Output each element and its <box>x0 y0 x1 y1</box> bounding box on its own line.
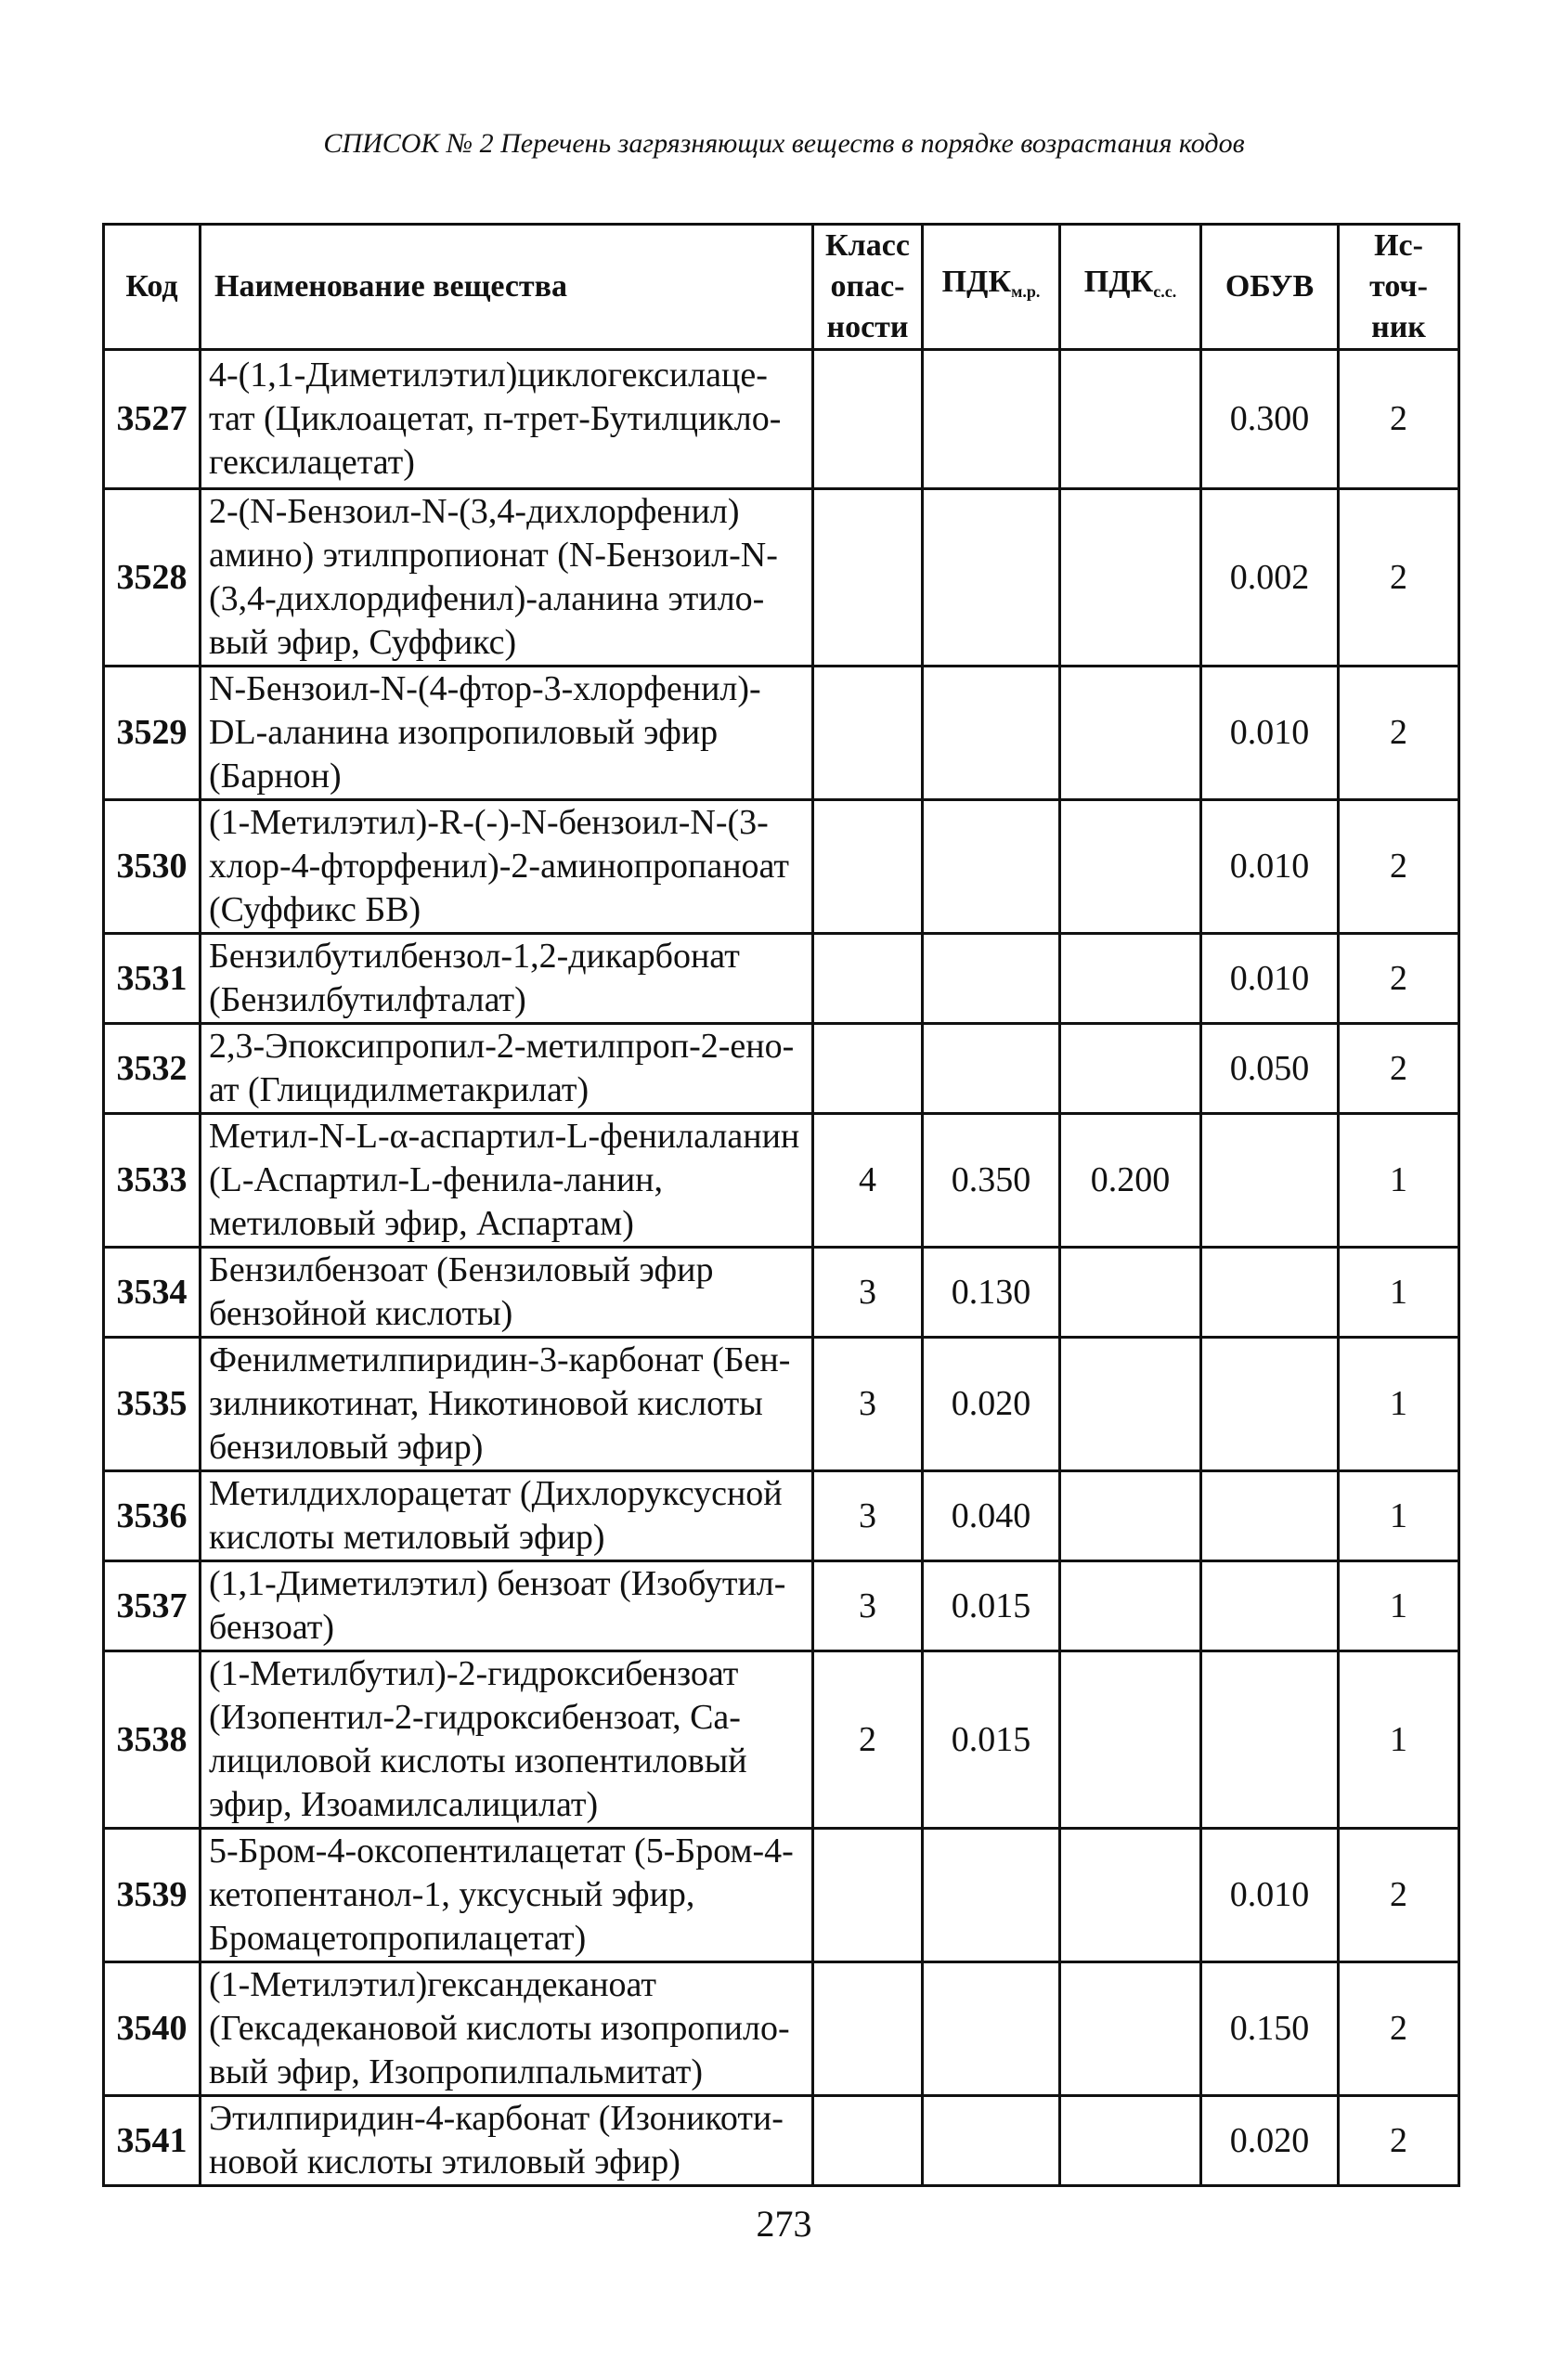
cell-code: 3530 <box>104 800 201 934</box>
cell-source: 1 <box>1339 1651 1459 1829</box>
cell-obuv <box>1201 1114 1339 1248</box>
cell-name: 2,3-Эпоксипропил-2-метилпроп-2-ено-ат (Глицидилметакрилат) <box>201 1024 813 1114</box>
cell-source: 2 <box>1339 1829 1459 1962</box>
cell-obuv: 0.020 <box>1201 2096 1339 2186</box>
table-row <box>104 1024 1459 1114</box>
cell-pdk-mr: 0.130 <box>923 1248 1060 1338</box>
cell-code: 3534 <box>104 1248 201 1338</box>
cell-name: Бензилбутилбензол-1,2-дикарбонат (Бензилбутилфталат) <box>201 934 813 1024</box>
cell-obuv: 0.010 <box>1201 934 1339 1024</box>
cell-class: 3 <box>813 1471 923 1561</box>
cell-pdk-mr: 0.020 <box>923 1338 1060 1471</box>
table-row <box>104 1471 1459 1561</box>
cell-pdk-ss <box>1060 2096 1201 2186</box>
cell-code: 3541 <box>104 2096 201 2186</box>
column-header-pdk-ss <box>1060 225 1201 350</box>
table-row <box>104 1561 1459 1651</box>
table-row <box>104 2096 1459 2186</box>
cell-source: 1 <box>1339 1561 1459 1651</box>
cell-name: N-Бензоил-N-(4-фтор-3-хлорфенил)-DL-аланина изопропиловый эфир (Барнон) <box>201 667 813 800</box>
table-row <box>104 1829 1459 1962</box>
cell-pdk-ss <box>1060 1561 1201 1651</box>
cell-obuv <box>1201 1471 1339 1561</box>
cell-class: 3 <box>813 1561 923 1651</box>
cell-pdk-ss <box>1060 350 1201 489</box>
cell-name: (1-Метилэтил)-R-(-)-N-бензоил-N-(3-хлор-4-фторфенил)-2-аминопропаноат (Суффикс БВ) <box>201 800 813 934</box>
cell-class: 2 <box>813 1651 923 1829</box>
cell-pdk-mr: 0.350 <box>923 1114 1060 1248</box>
table-row <box>104 1114 1459 1248</box>
column-header-obuv: ОБУВ <box>1201 225 1339 350</box>
cell-class <box>813 934 923 1024</box>
cell-pdk-mr <box>923 800 1060 934</box>
table-row <box>104 1338 1459 1471</box>
pdk-ss-label: ПДК <box>1083 265 1154 299</box>
cell-source: 1 <box>1339 1471 1459 1561</box>
cell-class <box>813 489 923 667</box>
table-row <box>104 1248 1459 1338</box>
column-header-class: Класс опас-ности <box>813 225 923 350</box>
cell-code: 3536 <box>104 1471 201 1561</box>
cell-name: 4-(1,1-Диметилэтил)циклогексилаце-тат (Циклоацетат, п-трет-Бутилцикло-гексилацетат) <box>201 350 813 489</box>
cell-name: Метил-N-L-α-аспартил-L-фенилаланин (L-Аспартил-L-фенила-ланин, метиловый эфир, Аспартам) <box>201 1114 813 1248</box>
cell-code: 3538 <box>104 1651 201 1829</box>
cell-obuv: 0.010 <box>1201 667 1339 800</box>
cell-pdk-mr <box>923 2096 1060 2186</box>
pdk-mr-label: ПДК <box>941 265 1012 299</box>
cell-class <box>813 800 923 934</box>
table-row <box>104 350 1459 489</box>
cell-pdk-mr <box>923 1024 1060 1114</box>
cell-pdk-ss <box>1060 800 1201 934</box>
cell-obuv <box>1201 1561 1339 1651</box>
cell-pdk-mr <box>923 489 1060 667</box>
cell-pdk-mr <box>923 667 1060 800</box>
cell-pdk-mr <box>923 1962 1060 2096</box>
substances-table <box>102 223 1460 2187</box>
cell-class: 3 <box>813 1338 923 1471</box>
cell-obuv <box>1201 1248 1339 1338</box>
cell-code: 3531 <box>104 934 201 1024</box>
cell-code: 3535 <box>104 1338 201 1471</box>
cell-name: (1-Метилэтил)гександеканоат (Гексадекановой кислоты изопропило-вый эфир, Изопропилпальмитат) <box>201 1962 813 2096</box>
table-row <box>104 667 1459 800</box>
table-row <box>104 934 1459 1024</box>
cell-obuv: 0.150 <box>1201 1962 1339 2096</box>
cell-source: 2 <box>1339 1962 1459 2096</box>
cell-pdk-mr: 0.040 <box>923 1471 1060 1561</box>
cell-source: 2 <box>1339 800 1459 934</box>
cell-pdk-ss <box>1060 1024 1201 1114</box>
cell-class <box>813 1962 923 2096</box>
cell-pdk-ss: 0.200 <box>1060 1114 1201 1248</box>
cell-code: 3527 <box>104 350 201 489</box>
cell-class <box>813 2096 923 2186</box>
cell-source: 2 <box>1339 350 1459 489</box>
table-row <box>104 800 1459 934</box>
cell-pdk-ss <box>1060 1338 1201 1471</box>
table-row <box>104 1651 1459 1829</box>
page-number: 273 <box>756 2203 812 2245</box>
cell-pdk-ss <box>1060 667 1201 800</box>
page-title: СПИСОК № 2 Перечень загрязняющих веществ в порядке возрастания кодов <box>323 128 1245 159</box>
cell-code: 3528 <box>104 489 201 667</box>
cell-pdk-ss <box>1060 934 1201 1024</box>
cell-pdk-mr <box>923 1829 1060 1962</box>
cell-obuv: 0.010 <box>1201 1829 1339 1962</box>
cell-obuv <box>1201 1651 1339 1829</box>
cell-code: 3533 <box>104 1114 201 1248</box>
cell-pdk-ss <box>1060 1962 1201 2096</box>
cell-pdk-mr: 0.015 <box>923 1651 1060 1829</box>
cell-name: (1,1-Диметилэтил) бензоат (Изобутил-бензоат) <box>201 1561 813 1651</box>
column-header-source: Ис-точ-ник <box>1339 225 1459 350</box>
cell-obuv: 0.002 <box>1201 489 1339 667</box>
cell-code: 3537 <box>104 1561 201 1651</box>
cell-class <box>813 1024 923 1114</box>
cell-obuv: 0.300 <box>1201 350 1339 489</box>
header-row <box>104 225 1459 350</box>
pdk-ss-subscript: с.с. <box>1153 282 1177 301</box>
column-header-name: Наименование вещества <box>201 225 813 350</box>
cell-class <box>813 350 923 489</box>
cell-pdk-mr <box>923 350 1060 489</box>
cell-source: 2 <box>1339 489 1459 667</box>
cell-name: Метилдихлорацетат (Дихлоруксусной кислоты метиловый эфир) <box>201 1471 813 1561</box>
cell-pdk-mr: 0.015 <box>923 1561 1060 1651</box>
table-body <box>104 350 1459 2186</box>
cell-name: Фенилметилпиридин-3-карбонат (Бен-зилникотинат, Никотиновой кислоты бензиловый эфир) <box>201 1338 813 1471</box>
cell-pdk-ss <box>1060 1651 1201 1829</box>
cell-class <box>813 1829 923 1962</box>
cell-class: 4 <box>813 1114 923 1248</box>
cell-pdk-ss <box>1060 1829 1201 1962</box>
table-row <box>104 1962 1459 2096</box>
table-row <box>104 489 1459 667</box>
cell-obuv: 0.010 <box>1201 800 1339 934</box>
cell-source: 2 <box>1339 2096 1459 2186</box>
cell-source: 1 <box>1339 1338 1459 1471</box>
cell-name: Бензилбензоат (Бензиловый эфир бензойной кислоты) <box>201 1248 813 1338</box>
cell-class: 3 <box>813 1248 923 1338</box>
cell-name: Этилпиридин-4-карбонат (Изоникоти-новой кислоты этиловый эфир) <box>201 2096 813 2186</box>
cell-name: (1-Метилбутил)-2-гидроксибензоат (Изопентил-2-гидроксибензоат, Са-лициловой кислоты изопентиловый эфир, Изоамилсалицилат) <box>201 1651 813 1829</box>
cell-code: 3529 <box>104 667 201 800</box>
cell-code: 3539 <box>104 1829 201 1962</box>
cell-pdk-ss <box>1060 1471 1201 1561</box>
cell-source: 1 <box>1339 1248 1459 1338</box>
cell-obuv <box>1201 1338 1339 1471</box>
cell-name: 2-(N-Бензоил-N-(3,4-дихлорфенил) амино) этилпропионат (N-Бензоил-N-(3,4-дихлордифенил)-аланина этило-вый эфир, Суффикс) <box>201 489 813 667</box>
cell-pdk-ss <box>1060 1248 1201 1338</box>
cell-source: 2 <box>1339 1024 1459 1114</box>
column-header-pdk-mr <box>923 225 1060 350</box>
cell-class <box>813 667 923 800</box>
cell-code: 3540 <box>104 1962 201 2096</box>
cell-code: 3532 <box>104 1024 201 1114</box>
pdk-mr-subscript: м.р. <box>1011 282 1041 301</box>
column-header-code: Код <box>104 225 201 350</box>
cell-source: 1 <box>1339 1114 1459 1248</box>
cell-source: 2 <box>1339 934 1459 1024</box>
cell-pdk-mr <box>923 934 1060 1024</box>
cell-source: 2 <box>1339 667 1459 800</box>
cell-pdk-ss <box>1060 489 1201 667</box>
cell-name: 5-Бром-4-оксопентилацетат (5-Бром-4-кетопентанол-1, уксусный эфир, Бромацетопропилацетат) <box>201 1829 813 1962</box>
cell-obuv: 0.050 <box>1201 1024 1339 1114</box>
